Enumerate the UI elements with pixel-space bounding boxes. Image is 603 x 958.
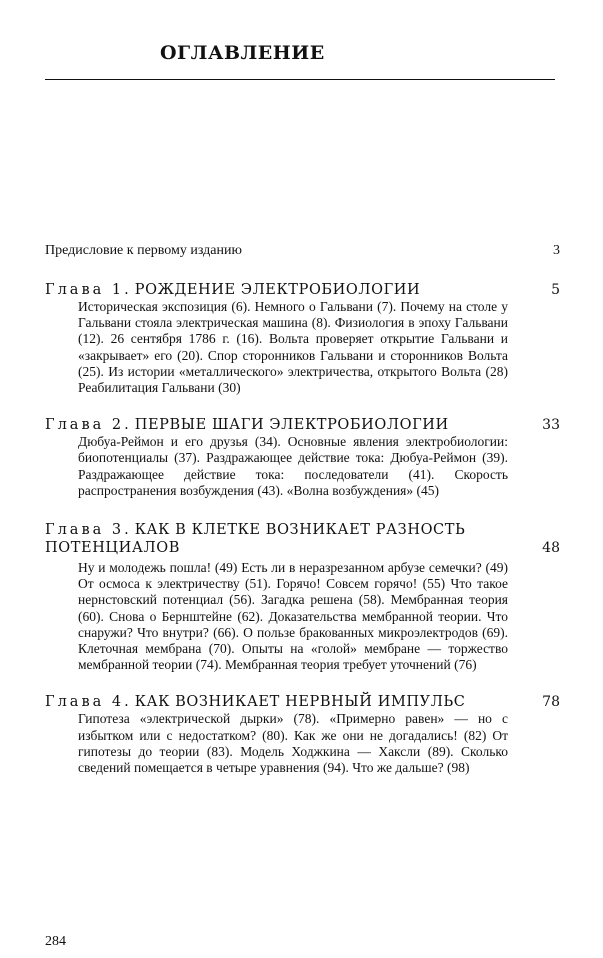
chapter-title: КАК ВОЗНИКАЕТ НЕРВНЫЙ ИМПУЛЬС (134, 694, 466, 711)
toc-entry-chapter-4[interactable] (45, 693, 560, 776)
chapter-page: 78 (542, 694, 560, 711)
chapter-title: ПЕРВЫЕ ШАГИ ЭЛЕКТРОБИОЛОГИИ (134, 417, 449, 434)
toc-entry-chapter-2[interactable] (45, 416, 560, 499)
toc-entry-chapter-3[interactable] (45, 521, 560, 673)
chapter-page: 33 (542, 417, 560, 434)
toc-entry-preface[interactable] (45, 243, 560, 259)
chapter-sections: Ну и молодежь пошла! (49) Есть ли в неразрезанном арбузе семечки? (49) От осмоса к электричеству (51). Горячо! Совсем горячо! (55) Что такое нернстовский потенциал (56). Загадка решена (58). Мембранная теория (60). Снова о Бернштейне (62). Доказательства мембранной теории. Что снаружи? Что внутри? (66). О пользе бракованных микроэлектродов (69). Клеточная мембрана (70). Опыты на «голой» мембране — торжество мембранной теории (74). Мембранная теория требует уточнений (76) (78, 560, 508, 673)
page-title: ОГЛАВЛЕНИЕ (160, 42, 325, 64)
chapter-sections: Историческая экспозиция (6). Немного о Гальвани (7). Почему на столе у Гальвани стояла электрическая машина (8). Физиология в эпоху Гальвани (12). 26 сентября 1786 г. (16). Вольта проверяет открытие Гальвани и «закрывает» его (20). Спор сторонников Гальвани и сторонников Вольта (25). Из истории «металлического» электричества, открытого Вольта (28) Реабилитация Гальвани (30) (78, 299, 508, 396)
chapter-sections: Дюбуа-Реймон и его друзья (34). Основные явления электробиологии: биопотенциалы (37). Раздражающее действие тока: Дюбуа-Реймон (39). Раздражающее действие тока: последователи (41). Скорость распространения возбуждения (43). «Волна возбуждения» (45) (78, 434, 508, 498)
chapter-sections: Гипотеза «электрической дырки» (78). «Примерно равен» — но с избытком или с недостатком? (80). Как же они не догадались! (82) От гипотезы до теории (83). Модель Ходжкина — Хаксли (89). Сколько сведений помещается в четыре уравнения (94). Что же дальше? (98) (78, 711, 508, 776)
title-rule (45, 79, 555, 80)
chapter-label: Глава 2. (45, 417, 132, 434)
chapter-label: Глава 4. (45, 694, 132, 711)
preface-title: Предисловие к первому изданию (45, 243, 242, 258)
chapter-page: 5 (551, 282, 560, 298)
toc-entry-chapter-1[interactable] (45, 281, 560, 396)
table-of-contents (45, 243, 560, 776)
preface-page: 3 (553, 243, 560, 258)
chapter-title: РОЖДЕНИЕ ЭЛЕКТРОБИОЛОГИИ (134, 282, 421, 298)
chapter-label: Глава 3. (45, 522, 132, 539)
chapter-title: КАК В КЛЕТКЕ ВОЗНИКАЕТ РАЗНОСТЬ ПОТЕНЦИАЛОВ (45, 522, 466, 557)
chapter-page: 48 (542, 540, 560, 557)
chapter-label: Глава 1. (45, 282, 132, 298)
page-number: 284 (45, 934, 66, 949)
